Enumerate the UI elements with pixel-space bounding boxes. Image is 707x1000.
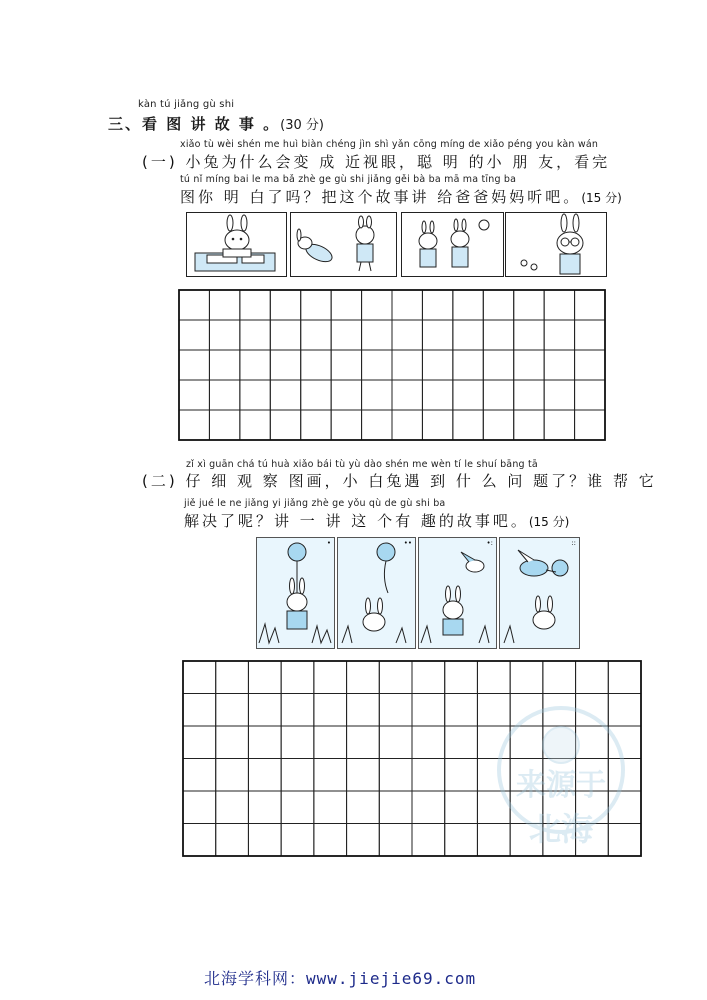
part1-grid-cell[interactable]	[209, 350, 239, 380]
part1-grid-cell[interactable]	[209, 290, 239, 320]
part1-grid-cell[interactable]	[392, 290, 422, 320]
part2-instruction-text: 解决了呢？讲 一 讲 这 个有 趣的故事吧。	[184, 512, 529, 530]
part1-grid-cell[interactable]	[544, 320, 574, 350]
dice-pips-4: ::	[571, 539, 576, 547]
part1-label: (一)	[142, 153, 178, 171]
part2-grid-cell[interactable]	[347, 824, 380, 857]
part1-grid-cell[interactable]	[362, 320, 392, 350]
part1-grid-cell[interactable]	[483, 380, 513, 410]
part2-grid-cell[interactable]	[314, 661, 347, 694]
part1-question-text: 小兔为什么会变 成 近视眼，聪 明 的小 朋 友，看完	[185, 153, 611, 171]
part2-grid-cell[interactable]	[183, 824, 216, 857]
part2-grid-cell[interactable]	[281, 759, 314, 792]
part1-grid-cell[interactable]	[575, 290, 605, 320]
part2-grid-cell[interactable]	[477, 661, 510, 694]
part2-grid-cell[interactable]	[445, 824, 478, 857]
part1-grid-cell[interactable]	[392, 320, 422, 350]
watermark-emblem-icon	[476, 700, 646, 860]
part1-writing-grid[interactable]	[178, 289, 606, 441]
part1-grid-cell[interactable]	[453, 320, 483, 350]
part2-grid-cell[interactable]	[379, 791, 412, 824]
part1-grid-cell[interactable]	[331, 380, 361, 410]
part1-grid-cell[interactable]	[514, 320, 544, 350]
part2-grid-cell[interactable]	[281, 791, 314, 824]
part2-prompt-line2	[184, 510, 569, 531]
part1-grid-cell[interactable]	[544, 350, 574, 380]
part1-grid-cell[interactable]	[270, 320, 300, 350]
part2-grid-cell[interactable]	[216, 726, 249, 759]
part2-grid-cell[interactable]	[445, 661, 478, 694]
part1-grid-cell[interactable]	[575, 410, 605, 440]
part1-grid-cell[interactable]	[179, 380, 209, 410]
part1-grid-cell[interactable]	[209, 320, 239, 350]
part2-grid-cell[interactable]	[576, 661, 609, 694]
part1-picture-1	[186, 212, 287, 277]
part2-pinyin-line1: zǐ xì guān chá tú huà xiǎo bái tù yù dào shén me wèn tí le shuí bāng tā	[186, 459, 538, 470]
part2-grid-cell[interactable]	[445, 759, 478, 792]
part2-grid-cell[interactable]	[314, 726, 347, 759]
part2-grid-cell[interactable]	[248, 759, 281, 792]
part1-grid-cell[interactable]	[514, 380, 544, 410]
part2-grid-cell[interactable]	[379, 726, 412, 759]
part2-grid-cell[interactable]	[314, 791, 347, 824]
section-heading	[108, 113, 324, 134]
part2-grid-cell[interactable]	[608, 661, 641, 694]
part1-grid-cell[interactable]	[362, 350, 392, 380]
part2-grid-cell[interactable]	[412, 759, 445, 792]
part2-grid-cell[interactable]	[183, 759, 216, 792]
part1-grid-cell[interactable]	[240, 350, 270, 380]
part2-grid-cell[interactable]	[543, 661, 576, 694]
dice-pips-2: ••	[403, 539, 412, 547]
part2-grid-cell[interactable]	[412, 694, 445, 727]
part1-grid-cell[interactable]	[453, 410, 483, 440]
part1-grid-cell[interactable]	[331, 290, 361, 320]
part1-grid-cell[interactable]	[240, 380, 270, 410]
part1-grid-cell[interactable]	[453, 380, 483, 410]
section-number: 三、	[108, 115, 143, 133]
balloon-floats-away-illustration	[338, 538, 415, 648]
part2-grid-cell[interactable]	[347, 791, 380, 824]
part2-pinyin-line2: jiě jué le ne jiǎng yi jiǎng zhè ge yǒu qù de gù shi ba	[184, 498, 446, 509]
part1-grid-cell[interactable]	[422, 320, 452, 350]
part2-grid-cell[interactable]	[216, 661, 249, 694]
part2-grid-cell[interactable]	[216, 759, 249, 792]
part1-grid-cell[interactable]	[575, 380, 605, 410]
part1-grid-cell[interactable]	[240, 320, 270, 350]
part1-grid-cell[interactable]	[301, 290, 331, 320]
part1-grid-cell[interactable]	[544, 410, 574, 440]
part2-grid-cell[interactable]	[183, 661, 216, 694]
part1-grid-cell[interactable]	[270, 350, 300, 380]
part2-grid-cell[interactable]	[347, 661, 380, 694]
watermark-logo	[476, 700, 646, 860]
part1-grid-cell[interactable]	[483, 320, 513, 350]
part1-prompt-line1	[142, 151, 610, 172]
part1-grid-cell[interactable]	[179, 410, 209, 440]
part2-grid-cell[interactable]	[379, 824, 412, 857]
part2-grid-cell[interactable]	[510, 661, 543, 694]
part1-grid-cell[interactable]	[483, 410, 513, 440]
part1-grid-cell[interactable]	[331, 320, 361, 350]
part1-grid-cell[interactable]	[483, 350, 513, 380]
part2-picture-4	[499, 537, 580, 649]
part1-grid-cell[interactable]	[179, 290, 209, 320]
part2-picture-1	[256, 537, 335, 649]
part1-grid-cell[interactable]	[301, 410, 331, 440]
part1-grid-cell[interactable]	[392, 350, 422, 380]
part1-grid-cell[interactable]	[301, 320, 331, 350]
part1-grid-cell[interactable]	[453, 350, 483, 380]
part2-grid-cell[interactable]	[347, 694, 380, 727]
rabbit-lying-watching-tv-illustration	[291, 213, 396, 276]
part1-grid-cell[interactable]	[392, 380, 422, 410]
part1-grid-cell[interactable]	[362, 290, 392, 320]
part2-grid-cell[interactable]	[248, 694, 281, 727]
part1-grid-cell[interactable]	[544, 380, 574, 410]
rabbit-wearing-glasses-illustration	[506, 213, 606, 276]
part1-grid-cell[interactable]	[301, 380, 331, 410]
part1-grid-cell[interactable]	[514, 290, 544, 320]
part2-grid-cell[interactable]	[248, 726, 281, 759]
watermark-text-1: 来源于	[516, 768, 606, 803]
part1-grid-cell[interactable]	[240, 410, 270, 440]
part2-grid-cell[interactable]	[445, 791, 478, 824]
part2-question-text: 仔 细 观 察 图画，小 白兔遇 到 什 么 问 题了？谁 帮 它	[185, 472, 657, 490]
part1-grid-cell[interactable]	[270, 380, 300, 410]
part1-grid-cell[interactable]	[575, 350, 605, 380]
part2-grid-cell[interactable]	[412, 726, 445, 759]
dice-pips-3: •:	[486, 539, 493, 547]
part2-grid-cell[interactable]	[314, 759, 347, 792]
part1-grid-cell[interactable]	[422, 380, 452, 410]
part2-grid-cell[interactable]	[412, 661, 445, 694]
part1-picture-4	[505, 212, 607, 277]
footer-url-link[interactable]: www.jiejie69.com	[306, 969, 477, 988]
part2-grid-cell[interactable]	[281, 726, 314, 759]
part2-grid-cell[interactable]	[216, 694, 249, 727]
part1-pinyin-line1: xiǎo tù wèi shén me huì biàn chéng jìn shì yǎn cōng míng de xiǎo péng you kàn wán	[180, 139, 599, 150]
part1-grid-cell[interactable]	[179, 350, 209, 380]
part1-grid-cell[interactable]	[209, 380, 239, 410]
part1-grid-cell[interactable]	[392, 410, 422, 440]
part1-grid-cell[interactable]	[422, 410, 452, 440]
part2-grid-cell[interactable]	[183, 791, 216, 824]
rabbit-reading-book-illustration	[187, 213, 286, 276]
part1-grid-cell[interactable]	[270, 290, 300, 320]
part1-grid-cell[interactable]	[362, 410, 392, 440]
part2-grid-cell[interactable]	[445, 726, 478, 759]
part1-grid-cell[interactable]	[179, 320, 209, 350]
part2-grid-cell[interactable]	[183, 694, 216, 727]
part2-score: (15 分)	[528, 515, 570, 529]
part2-prompt-line1	[142, 470, 657, 491]
part2-grid-cell[interactable]	[248, 661, 281, 694]
part2-label: (二)	[142, 472, 178, 490]
bird-sees-balloon-illustration	[419, 538, 496, 648]
part2-grid-cell[interactable]	[216, 791, 249, 824]
section-points: (30 分)	[280, 118, 324, 133]
part2-grid-cell[interactable]	[216, 824, 249, 857]
part2-grid-cell[interactable]	[183, 726, 216, 759]
part2-grid-cell[interactable]	[412, 791, 445, 824]
part2-grid-cell[interactable]	[379, 759, 412, 792]
part1-grid-cell[interactable]	[301, 350, 331, 380]
part2-grid-cell[interactable]	[445, 694, 478, 727]
part2-grid-cell[interactable]	[347, 726, 380, 759]
rabbits-meeting-illustration	[402, 213, 503, 276]
part1-grid-cell[interactable]	[514, 410, 544, 440]
part1-instruction-text: 图你 明 白了吗？把这个故事讲 给爸爸妈妈听吧。	[180, 188, 582, 206]
part2-grid-cell[interactable]	[379, 661, 412, 694]
part2-grid-cell[interactable]	[248, 824, 281, 857]
part2-grid-cell[interactable]	[281, 661, 314, 694]
part1-prompt-line2	[180, 186, 622, 207]
footer-site-credit	[204, 966, 476, 989]
part1-score: (15 分)	[581, 191, 622, 205]
part1-grid-cell[interactable]	[453, 290, 483, 320]
section-title: 看 图 讲 故 事 。	[142, 115, 281, 133]
part1-grid-cell[interactable]	[514, 350, 544, 380]
rabbit-holding-balloon-illustration	[257, 538, 334, 648]
part1-grid-cell[interactable]	[483, 290, 513, 320]
part1-grid-cell[interactable]	[331, 350, 361, 380]
part1-grid-cell[interactable]	[362, 380, 392, 410]
part2-grid-cell[interactable]	[248, 791, 281, 824]
part1-grid-cell[interactable]	[544, 290, 574, 320]
part1-grid-cell[interactable]	[422, 350, 452, 380]
part2-grid-cell[interactable]	[281, 694, 314, 727]
part1-grid-cell[interactable]	[209, 410, 239, 440]
part2-picture-2	[337, 537, 416, 649]
part1-grid-cell[interactable]	[422, 290, 452, 320]
part1-grid-cell[interactable]	[575, 320, 605, 350]
part1-picture-2	[290, 212, 397, 277]
dice-pips-1: •	[326, 539, 331, 547]
section-pinyin: kàn tú jiǎng gù shi	[138, 99, 235, 110]
watermark-text-2: 北海	[528, 810, 594, 848]
part1-pinyin-line2: tú nǐ míng bai le ma bǎ zhè ge gù shi jiǎng gěi bà ba mā ma tīng ba	[180, 174, 517, 185]
part1-grid-cell[interactable]	[240, 290, 270, 320]
part2-grid-cell[interactable]	[379, 694, 412, 727]
part2-grid-cell[interactable]	[314, 694, 347, 727]
part2-picture-3	[418, 537, 497, 649]
part2-grid-cell[interactable]	[412, 824, 445, 857]
part2-grid-cell[interactable]	[281, 824, 314, 857]
footer-site-name: 北海学科网：	[204, 969, 307, 988]
part1-grid-cell[interactable]	[331, 410, 361, 440]
part2-grid-cell[interactable]	[314, 824, 347, 857]
part1-picture-3	[401, 212, 504, 277]
part2-grid-cell[interactable]	[347, 759, 380, 792]
part1-grid-cell[interactable]	[270, 410, 300, 440]
bird-brings-balloon-back-illustration	[500, 538, 579, 648]
